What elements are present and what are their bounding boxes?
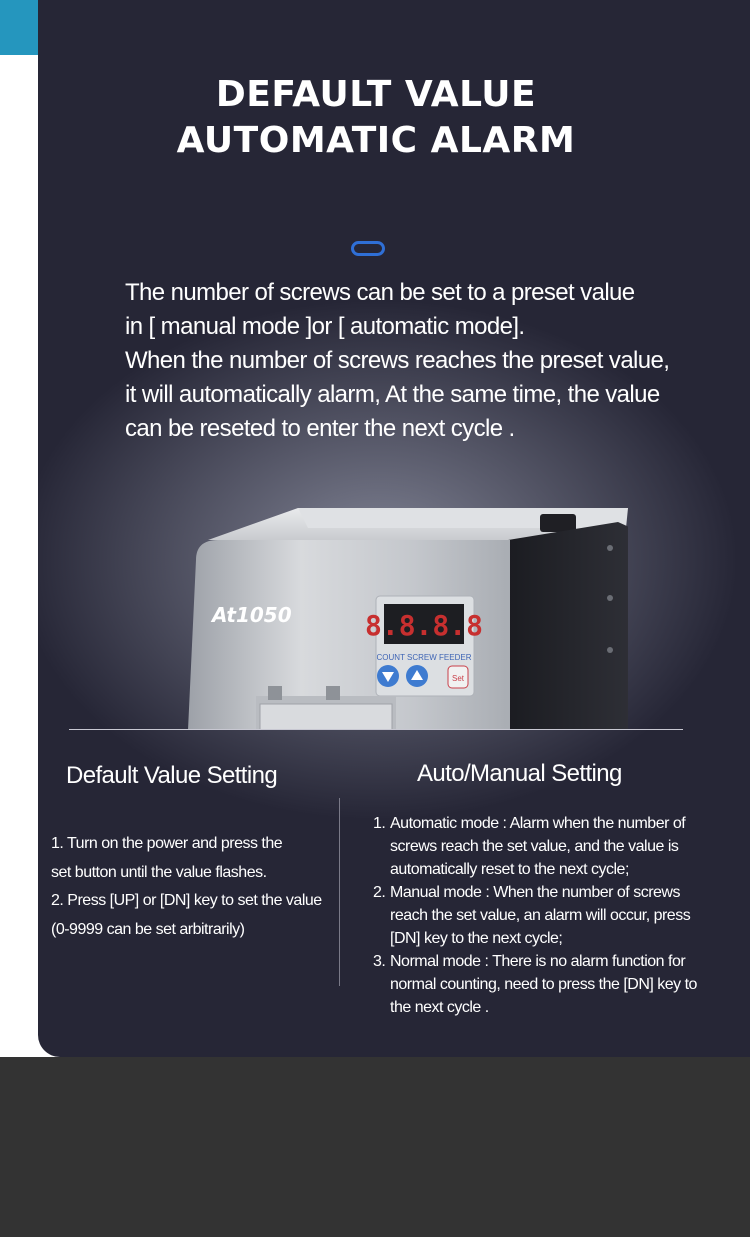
title-line-2: AUTOMATIC ALARM <box>176 120 576 161</box>
intro-line: The number of screws can be set to a preset value <box>125 279 635 306</box>
list-line: Automatic mode : Alarm when the number of <box>390 815 686 832</box>
page-title <box>38 72 714 164</box>
list-number: 2. <box>373 884 386 901</box>
model-name: At1050 <box>212 603 292 627</box>
intro-line: can be reseted to enter the next cycle . <box>125 415 515 442</box>
footer-band <box>0 1057 750 1237</box>
power-switch-icon <box>540 514 576 532</box>
list-line: screws reach the set value, and the value is <box>390 838 679 855</box>
counter-display: 8.8.8.8 <box>364 609 484 642</box>
list-line: Normal mode : There is no alarm function for <box>390 953 686 970</box>
list-line: [DN] key to the next cycle; <box>390 930 563 947</box>
panel-label: COUNT SCREW FEEDER <box>376 653 472 662</box>
intro-line: it will automatically alarm, At the same time, the value <box>125 381 660 408</box>
intro-paragraph <box>125 276 725 446</box>
title-line-1: DEFAULT VALUE <box>215 74 537 115</box>
step-line: set button until the value flashes. <box>51 863 267 881</box>
list-number: 3. <box>373 953 386 970</box>
default-value-steps <box>51 830 341 944</box>
auto-manual-setting-title: Auto/Manual Setting <box>417 760 622 787</box>
default-value-setting-title: Default Value Setting <box>66 762 278 789</box>
step-line: 2. Press [UP] or [DN] key to set the value <box>51 892 322 909</box>
step-line: 1. Turn on the power and press the <box>51 835 283 852</box>
list-line: normal counting, need to press the [DN] key to <box>390 976 697 993</box>
list-number: 1. <box>373 815 386 832</box>
intro-line: in [ manual mode ]or [ automatic mode]. <box>125 313 525 340</box>
list-line: the next cycle . <box>390 999 489 1016</box>
screw-feeder-product-image <box>148 500 628 730</box>
feature-panel <box>38 0 750 1057</box>
section-rule <box>69 729 683 730</box>
intro-line: When the number of screws reaches the preset value, <box>125 347 670 374</box>
set-key-label: Set <box>451 674 465 683</box>
mode-item-normal <box>373 950 718 1019</box>
list-line: Manual mode : When the number of screws <box>390 884 680 901</box>
mode-item-manual <box>373 881 718 950</box>
step-line: (0-9999 can be set arbitrarily) <box>51 920 245 938</box>
section-divider-icon <box>351 241 385 256</box>
list-line: automatically reset to the next cycle; <box>390 861 629 878</box>
mode-list <box>373 812 718 1019</box>
mode-item-automatic <box>373 812 718 881</box>
list-line: reach the set value, an alarm will occur, press <box>390 907 691 924</box>
